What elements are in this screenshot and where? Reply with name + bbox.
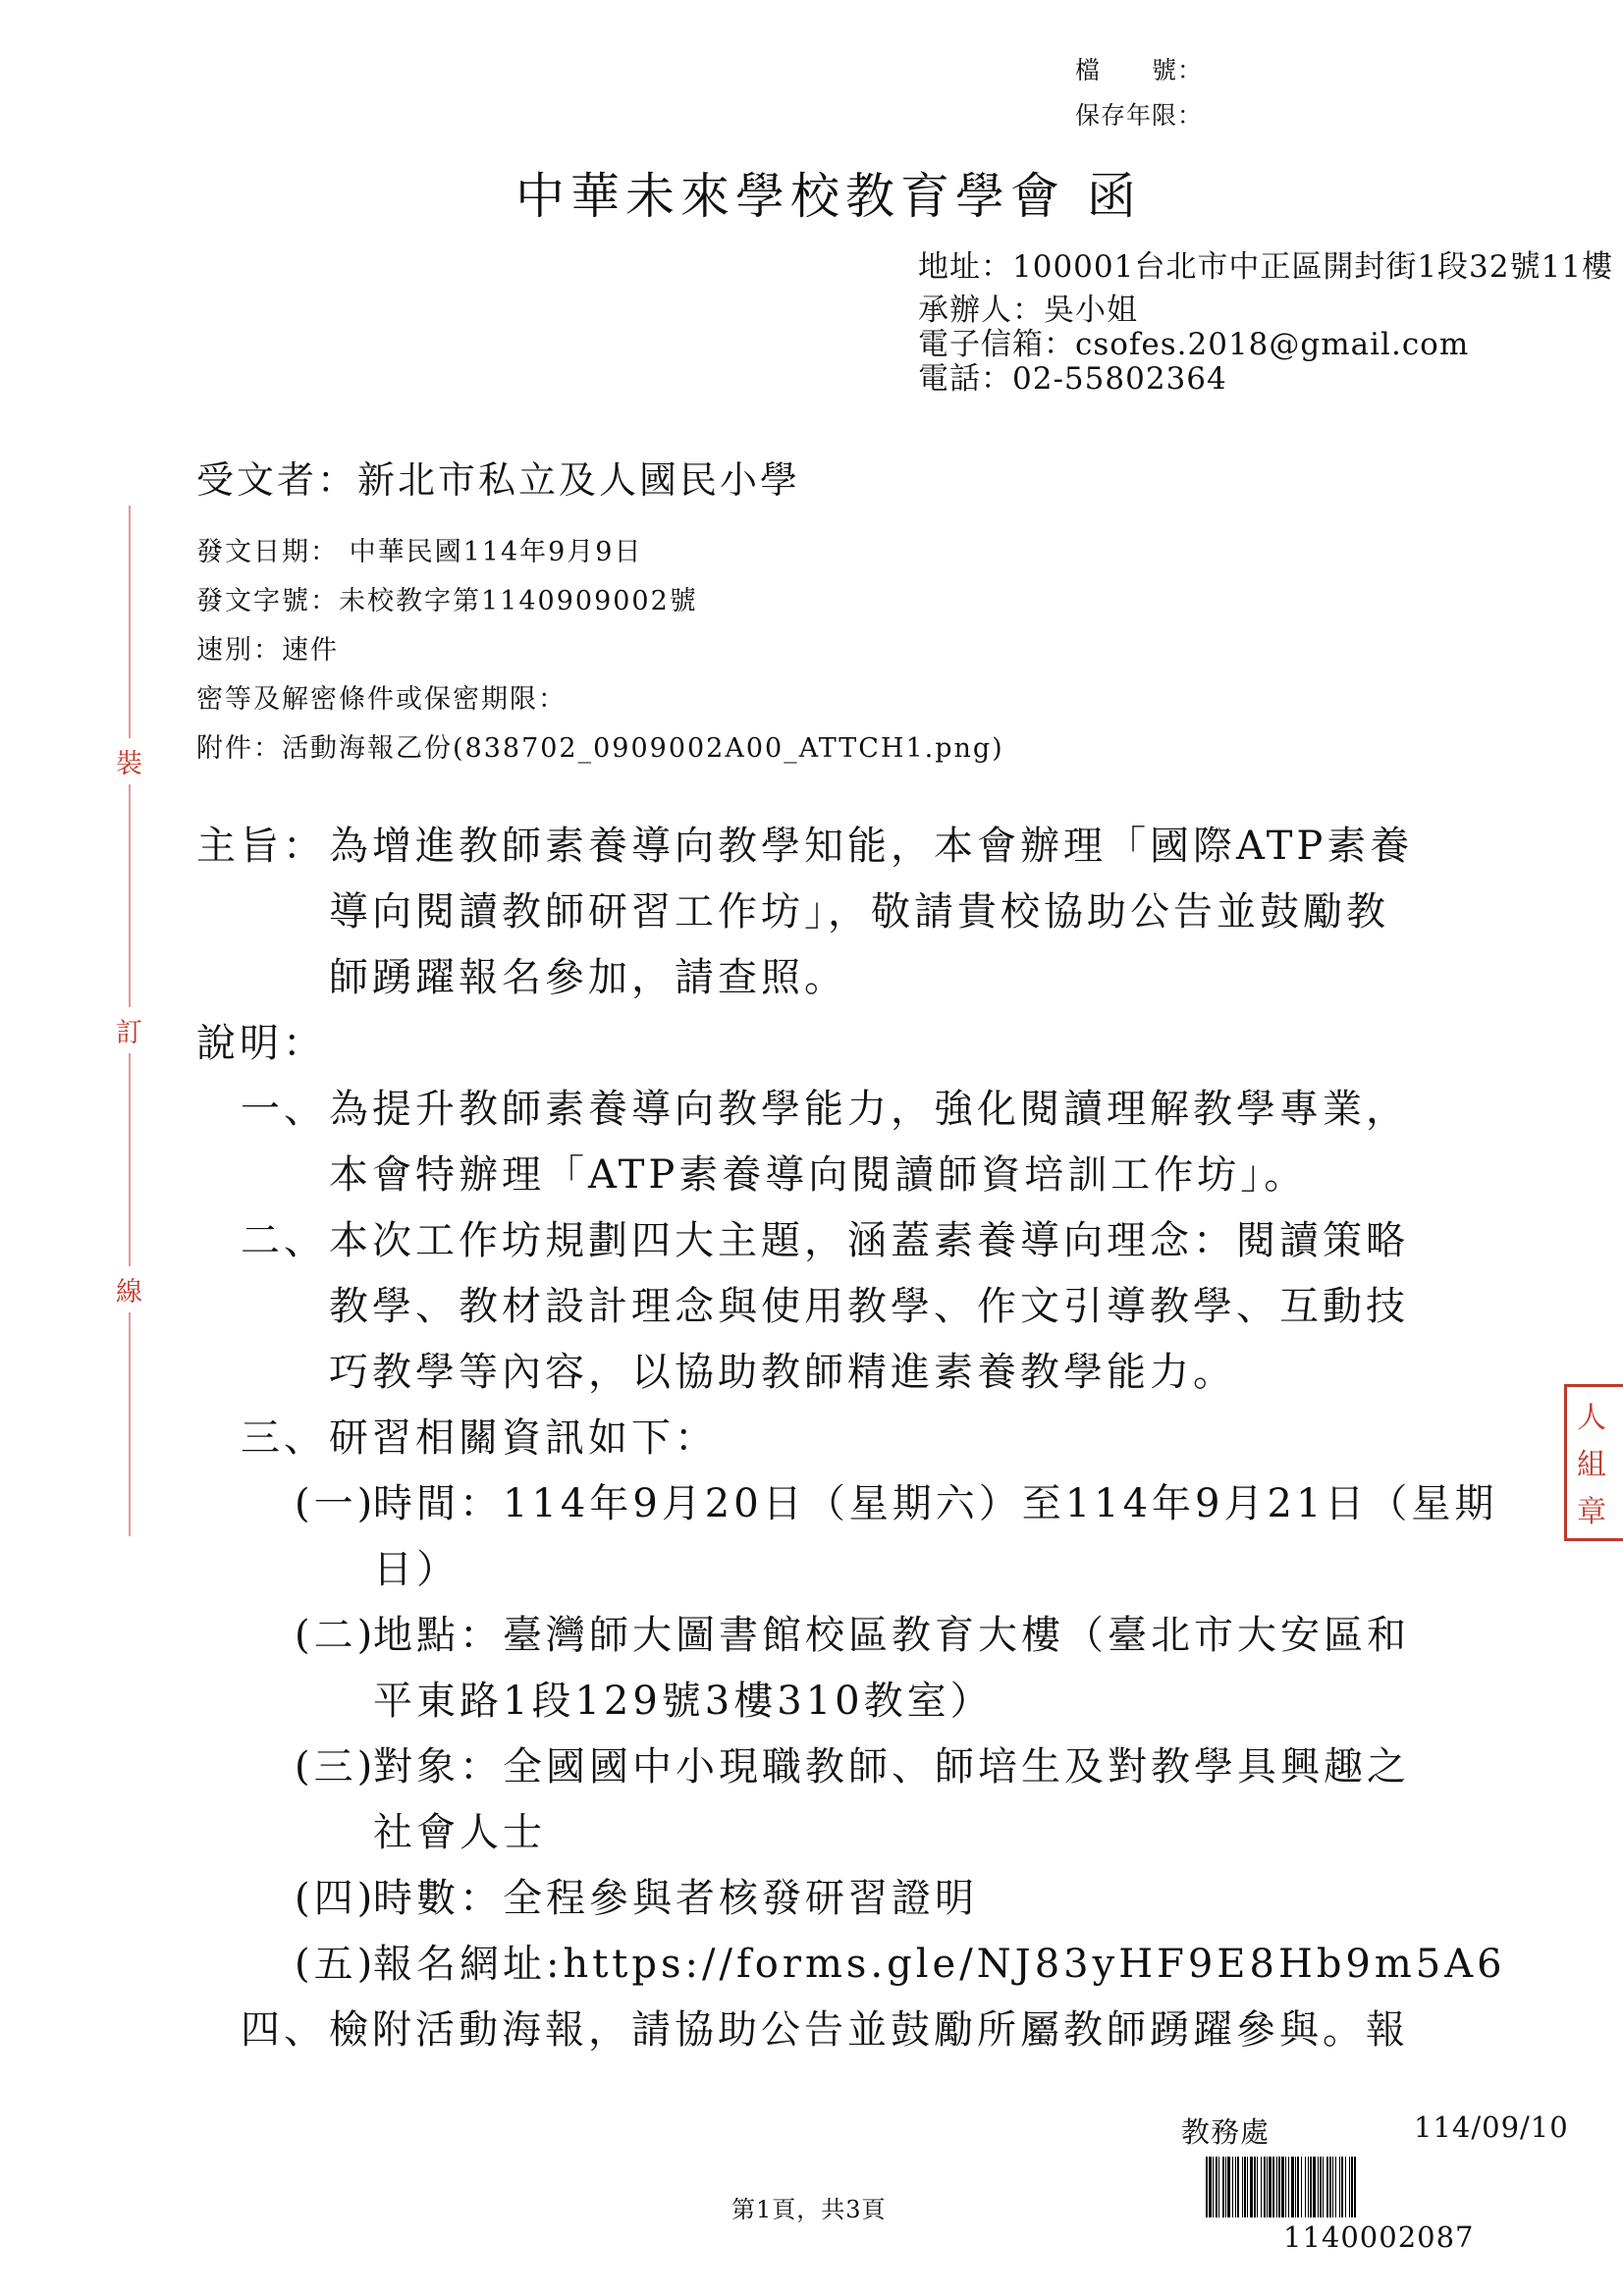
- sub-item-line: 時間：114年9月20日（星期六）至114年9月21日（星期: [373, 1481, 1498, 1526]
- binding-char-xian: 線: [116, 1266, 142, 1312]
- item-line: 教學、教材設計理念與使用教學、作文引導教學、互動技: [329, 1284, 1409, 1329]
- secrecy-level: 密等及解密條件或保密期限：: [196, 684, 567, 715]
- speed-class: 速別：速件: [196, 635, 339, 666]
- sender-address: 地址：100001台北市中正區開封街1段32號11樓: [918, 249, 1613, 285]
- barcode-number: 1140002087: [1283, 2220, 1475, 2254]
- registration-url[interactable]: 報名網址:https://forms.gle/NJ83yHF9E8Hb9m5A6: [373, 1942, 1506, 1987]
- sub-item-line: 對象：全國國中小現職教師、師培生及對教學具興趣之: [373, 1744, 1410, 1789]
- sender-contact: 承辦人：吳小姐: [918, 293, 1138, 328]
- sub-item-number: (五): [295, 1942, 377, 1987]
- item-line: 本會特辦理「ATP素養導向閱讀師資培訓工作坊」。: [329, 1152, 1308, 1198]
- sub-item-line: 時數：全程參與者核發研習證明: [373, 1876, 978, 1921]
- binding-char-ding: 訂: [116, 1007, 142, 1053]
- receipt-date: 114/09/10: [1414, 2110, 1569, 2144]
- sub-item-number: (三): [295, 1744, 377, 1789]
- explanation-label: 說明：: [196, 1021, 326, 1066]
- item-line: 本次工作坊規劃四大主題，涵蓋素養導向理念：閱讀策略: [329, 1218, 1409, 1263]
- stamp-char: 組: [1577, 1448, 1606, 1482]
- page-number: 第1頁，共3頁: [731, 2196, 887, 2223]
- sender-email: 電子信箱：csofes.2018@gmail.com: [918, 327, 1470, 362]
- sub-item-line: 日）: [373, 1547, 460, 1592]
- side-seal-stamp: [1564, 1384, 1623, 1541]
- sub-item-line: 社會人士: [373, 1810, 546, 1855]
- sub-item-number: (一): [295, 1481, 377, 1526]
- item-number: 一、: [241, 1087, 327, 1132]
- retention-period-label: 保存年限：: [1075, 101, 1204, 130]
- receiving-office: 教務處: [1181, 2115, 1271, 2149]
- item-number: 三、: [241, 1415, 327, 1461]
- barcode: [1206, 2157, 1502, 2217]
- sub-item-line: 平東路1段129號3樓310教室）: [373, 1679, 994, 1724]
- subject-line: 為增進教師素養導向教學知能，本會辦理「國際ATP素養: [329, 824, 1414, 869]
- binding-char-zhuang: 裝: [116, 738, 142, 784]
- attachment: 附件：活動海報乙份(838702_0909002A00_ATTCH1.png): [196, 733, 1004, 764]
- stamp-char: 章: [1577, 1495, 1606, 1529]
- issue-date: 發文日期： 中華民國114年9月9日: [196, 537, 643, 567]
- sender-phone: 電話：02-55802364: [918, 361, 1227, 397]
- item-line: 巧教學等內容，以協助教師精進素養教學能力。: [329, 1350, 1236, 1395]
- item-number: 四、: [241, 2007, 327, 2053]
- file-number-label: 檔 號：: [1075, 56, 1204, 84]
- document-title: 中華未來學校教育學會 函: [515, 168, 1142, 225]
- item-line: 為提升教師素養導向教學能力，強化閱讀理解教學專業，: [329, 1087, 1409, 1132]
- sub-item-line: 地點：臺灣師大圖書館校區教育大樓（臺北市大安區和: [373, 1613, 1410, 1658]
- item-number: 二、: [241, 1218, 327, 1263]
- item-line: 檢附活動海報，請協助公告並鼓勵所屬教師踴躍參與。報: [329, 2007, 1409, 2053]
- recipient: 受文者：新北市私立及人國民小學: [196, 458, 801, 502]
- document-number: 發文字號：未校教字第1140909002號: [196, 586, 698, 616]
- sub-item-number: (四): [295, 1876, 377, 1921]
- stamp-char: 人: [1577, 1401, 1606, 1435]
- sub-item-number: (二): [295, 1613, 377, 1658]
- subject-label: 主旨：: [196, 824, 326, 869]
- subject-line: 導向閱讀教師研習工作坊」，敬請貴校協助公告並鼓勵教: [329, 889, 1389, 934]
- item-line: 研習相關資訊如下：: [329, 1415, 718, 1461]
- subject-line: 師踴躍報名參加，請查照。: [329, 955, 847, 1000]
